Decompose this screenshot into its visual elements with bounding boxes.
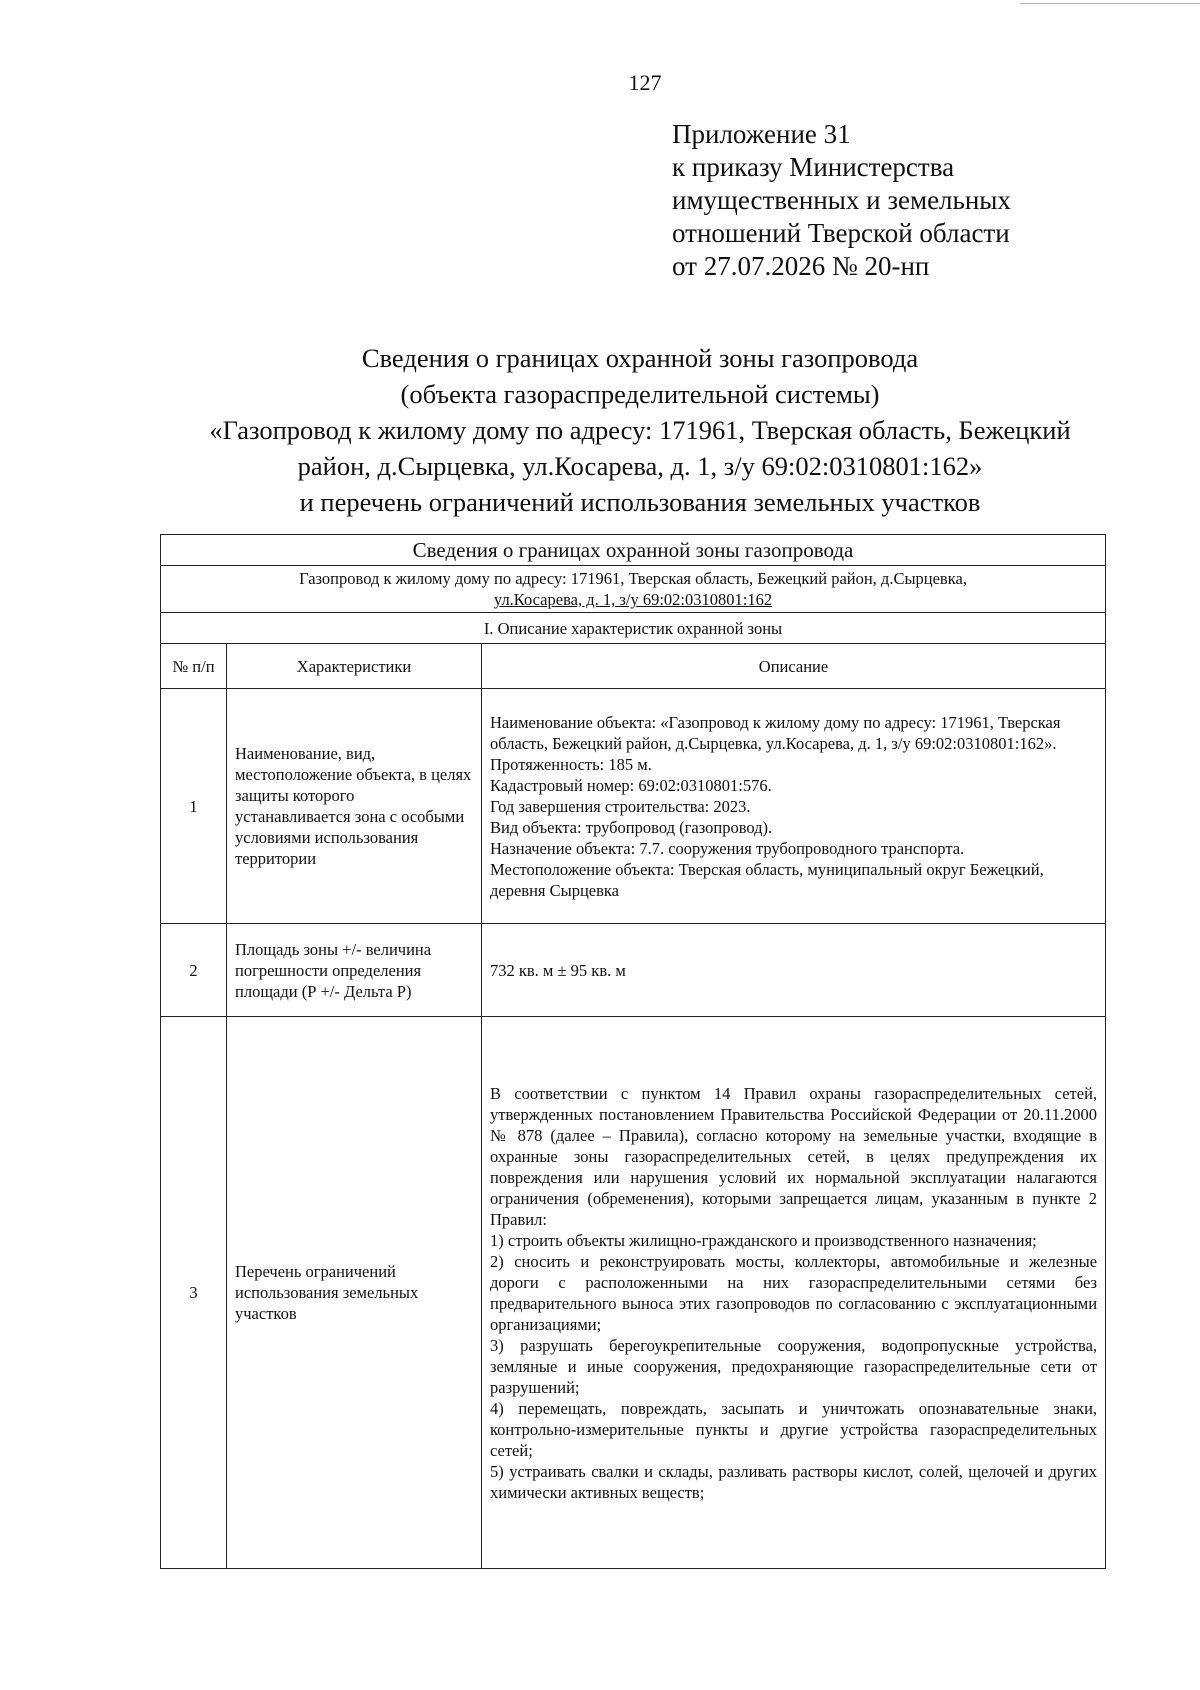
description-line: Наименование объекта: «Газопровод к жилому дому по адресу: 171961, Тверская область, Бежецкий район, д.Сырцевка, ул.Косарева, д. 1, з/у 69:02:0310801:162». xyxy=(490,712,1061,753)
object-name-row xyxy=(161,566,1106,613)
scan-edge-line xyxy=(1020,3,1200,4)
title-line: «Газопровод к жилому дому по адресу: 171961, Тверская область, Бежецкий xyxy=(209,415,1071,445)
table-row xyxy=(161,1017,1106,1569)
row-description: 732 кв. м ± 95 кв. м xyxy=(482,924,1106,1017)
row-number: 2 xyxy=(161,924,227,1017)
table-header-row xyxy=(161,644,1106,689)
section-title: I. Описание характеристик охранной зоны xyxy=(161,613,1106,644)
title-line: (объекта газораспределительной системы) xyxy=(400,379,880,409)
object-name-cell xyxy=(161,566,1106,613)
object-name-line: ул.Косарева, д. 1, з/у 69:02:0310801:162 xyxy=(493,590,773,609)
restriction-paragraph: В соответствии с пунктом 14 Правил охраны газораспределительных сетей, утвержденных постановлением Правительства Российской Федерации от 20.11.2000 № 878 (далее – Правила), согласно которому на земельные участки, входящие в охранные зоны газораспределительных сетей, в целях предупреждения их повреждения или нарушения условий их нормальной эксплуатации налагаются ограничения (обременения), которыми запрещается лицам, указанным в пункте 2 Правил: xyxy=(490,1083,1098,1229)
row-characteristic: Перечень ограничений использования земельных участков xyxy=(227,1017,482,1569)
header-num: № п/п xyxy=(161,644,227,689)
header-characteristics: Характеристики xyxy=(227,644,482,689)
page-number: 127 xyxy=(628,70,662,95)
description-line: Местоположение объекта: Тверская область, муниципальный округ Бежецкий, деревня Сырцевка xyxy=(490,859,1044,900)
row-number: 1 xyxy=(161,689,227,924)
appendix-block xyxy=(672,118,1011,283)
zone-info-table xyxy=(160,534,1106,1569)
restriction-item: 5) устраивать свалки и склады, разливать растворы кислот, солей, щелочей и других химически активных веществ; xyxy=(490,1461,1098,1502)
restriction-item: 1) строить объекты жилищно-гражданского и производственного назначения; xyxy=(490,1230,1037,1250)
restriction-item: 2) сносить и реконструировать мосты, коллекторы, автомобильные и железные дороги с расположенными на них газораспределительными сетями без предварительного выноса этих газопроводов по согласованию с эксплуатационными организациями; xyxy=(490,1251,1098,1334)
row-number: 3 xyxy=(161,1017,227,1569)
header-description: Описание xyxy=(482,644,1106,689)
row-characteristic: Площадь зоны +/- величина погрешности определения площади (Р +/- Дельта Р) xyxy=(227,924,482,1017)
description-line: Протяженность: 185 м. xyxy=(490,754,652,774)
row-characteristic: Наименование, вид, местоположение объекта, в целях защиты которого устанавливается зона с особыми условиями использования территории xyxy=(227,689,482,924)
description-line: Вид объекта: трубопровод (газопровод). xyxy=(490,817,773,837)
restriction-item: 3) разрушать берегоукрепительные сооружения, водопропускные устройства, земляные и иные сооружения, предохраняющие газораспределительные сети от разрушений; xyxy=(490,1335,1098,1397)
appendix-line: отношений Тверской области xyxy=(672,218,1010,248)
title-line: и перечень ограничений использования земельных участков xyxy=(299,487,981,517)
table-main-title: Сведения о границах охранной зоны газопровода xyxy=(161,535,1106,566)
table-row xyxy=(161,689,1106,924)
object-name-line: Газопровод к жилому дому по адресу: 171961, Тверская область, Бежецкий район, д.Сырцевка, xyxy=(299,569,967,588)
title-line: Сведения о границах охранной зоны газопровода xyxy=(361,343,919,373)
title-line: район, д.Сырцевка, ул.Косарева, д. 1, з/у 69:02:0310801:162» xyxy=(297,451,983,481)
appendix-line: от 27.07.2026 № 20-нп xyxy=(672,251,930,281)
appendix-line: имущественных и земельных xyxy=(672,185,1011,215)
description-line: Кадастровый номер: 69:02:0310801:576. xyxy=(490,775,772,795)
table-title-row xyxy=(161,535,1106,566)
appendix-line: к приказу Министерства xyxy=(672,152,955,182)
section-row xyxy=(161,613,1106,644)
row-description xyxy=(482,1017,1106,1569)
appendix-line: Приложение 31 xyxy=(672,119,851,149)
restriction-item: 4) перемещать, повреждать, засыпать и уничтожать опознавательные знаки, контрольно-измерительные пункты и другие устройства газораспределительных сетей; xyxy=(490,1398,1098,1460)
row-description xyxy=(482,689,1106,924)
table-row xyxy=(161,924,1106,1017)
document-title xyxy=(170,340,1110,520)
description-line: Назначение объекта: 7.7. сооружения трубопроводного транспорта. xyxy=(490,838,965,858)
description-line: Год завершения строительства: 2023. xyxy=(490,796,751,816)
